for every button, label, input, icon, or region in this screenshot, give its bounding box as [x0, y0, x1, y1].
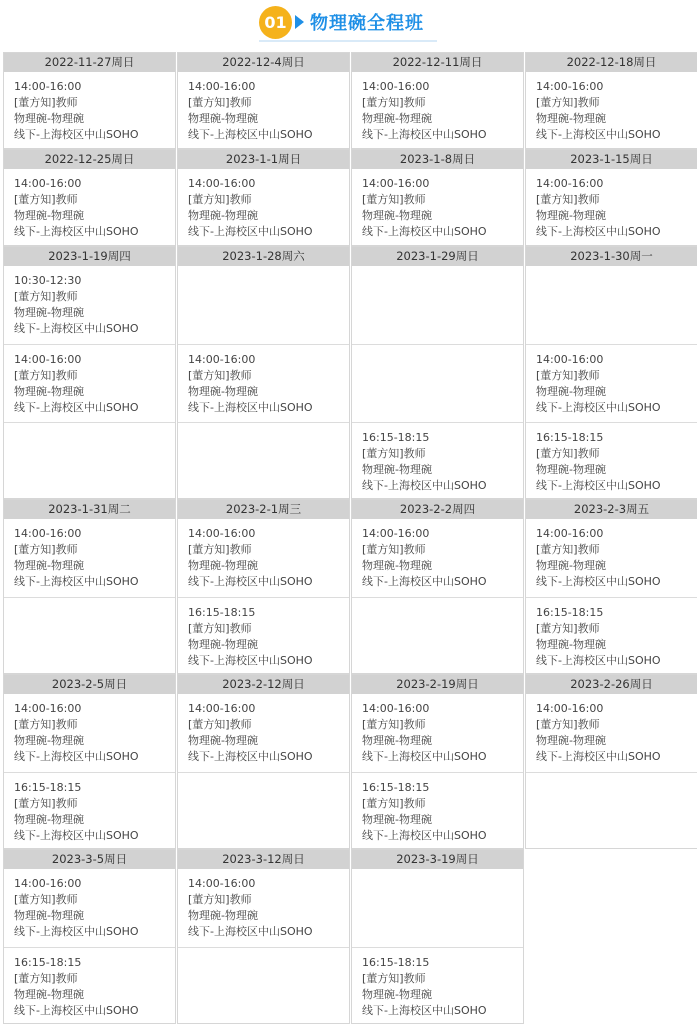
- day-header: 2023-1-15周日: [526, 150, 697, 169]
- day-header: 2023-2-19周日: [352, 675, 523, 694]
- session-teacher: [董方知]教师: [188, 543, 252, 556]
- session-teacher: [董方知]教师: [362, 447, 426, 460]
- session-cell: [4, 519, 175, 597]
- day-column: [177, 149, 350, 246]
- session-cell: [178, 519, 349, 597]
- session-time: 14:00-16:00: [14, 177, 82, 190]
- session-teacher: [董方知]教师: [14, 543, 78, 556]
- empty-cell: [352, 266, 523, 344]
- session-cell: [4, 266, 175, 344]
- empty-cell: [178, 266, 349, 344]
- session-course: 物理碗-物理碗: [14, 112, 84, 125]
- session-teacher: [董方知]教师: [188, 193, 252, 206]
- session-teacher: [董方知]教师: [536, 543, 600, 556]
- day-header: 2023-1-30周一: [526, 247, 697, 266]
- day-column: [525, 52, 697, 149]
- session-teacher: [董方知]教师: [362, 797, 426, 810]
- day-column: [351, 849, 524, 1024]
- session-time: 16:15-18:15: [14, 956, 82, 969]
- session-time: 16:15-18:15: [14, 781, 82, 794]
- session-cell: [352, 422, 523, 500]
- session-cell: [4, 947, 175, 1025]
- schedule-header: [0, 0, 697, 44]
- session-course: 物理碗-物理碗: [188, 112, 258, 125]
- day-header: 2023-3-5周日: [4, 850, 175, 869]
- session-time: 14:00-16:00: [536, 527, 604, 540]
- empty-cell: [4, 422, 175, 500]
- session-cell: [352, 72, 523, 150]
- session-course: 物理碗-物理碗: [362, 112, 432, 125]
- session-teacher: [董方知]教师: [188, 369, 252, 382]
- session-time: 14:00-16:00: [362, 80, 430, 93]
- session-location: 线下-上海校区中山SOHO: [536, 654, 661, 667]
- session-course: 物理碗-物理碗: [188, 638, 258, 651]
- session-teacher: [董方知]教师: [14, 96, 78, 109]
- session-location: 线下-上海校区中山SOHO: [14, 575, 139, 588]
- empty-cell: [352, 597, 523, 675]
- session-location: 线下-上海校区中山SOHO: [362, 750, 487, 763]
- session-course: 物理碗-物理碗: [536, 112, 606, 125]
- day-column: [3, 52, 176, 149]
- session-location: 线下-上海校区中山SOHO: [188, 128, 313, 141]
- session-cell: [526, 694, 697, 772]
- session-location: 线下-上海校区中山SOHO: [188, 575, 313, 588]
- session-time: 14:00-16:00: [14, 527, 82, 540]
- session-time: 14:00-16:00: [536, 177, 604, 190]
- week-block: [0, 149, 697, 246]
- day-column: [351, 499, 524, 674]
- empty-cell: [526, 266, 697, 344]
- session-time: 14:00-16:00: [14, 877, 82, 890]
- day-column: [351, 149, 524, 246]
- day-column: [525, 499, 697, 674]
- empty-cell: [352, 869, 523, 947]
- session-time: 14:00-16:00: [536, 80, 604, 93]
- day-header: 2023-2-12周日: [178, 675, 349, 694]
- session-cell: [178, 597, 349, 675]
- session-cell: [352, 694, 523, 772]
- session-teacher: [董方知]教师: [188, 622, 252, 635]
- session-location: 线下-上海校区中山SOHO: [188, 401, 313, 414]
- day-header: 2023-2-1周三: [178, 500, 349, 519]
- session-course: 物理碗-物理碗: [14, 988, 84, 1001]
- session-location: 线下-上海校区中山SOHO: [536, 128, 661, 141]
- session-teacher: [董方知]教师: [188, 96, 252, 109]
- session-location: 线下-上海校区中山SOHO: [188, 925, 313, 938]
- day-column: [177, 674, 350, 849]
- session-teacher: [董方知]教师: [14, 369, 78, 382]
- session-teacher: [董方知]教师: [14, 290, 78, 303]
- session-cell: [352, 772, 523, 850]
- section-number-badge: 01: [259, 6, 292, 39]
- session-location: 线下-上海校区中山SOHO: [536, 479, 661, 492]
- day-column: [351, 246, 524, 499]
- session-cell: [178, 169, 349, 247]
- day-header: 2023-1-8周日: [352, 150, 523, 169]
- day-header: 2023-1-1周日: [178, 150, 349, 169]
- session-course: 物理碗-物理碗: [536, 559, 606, 572]
- session-course: 物理碗-物理碗: [188, 559, 258, 572]
- session-location: 线下-上海校区中山SOHO: [536, 750, 661, 763]
- session-location: 线下-上海校区中山SOHO: [362, 829, 487, 842]
- session-course: 物理碗-物理碗: [362, 463, 432, 476]
- session-location: 线下-上海校区中山SOHO: [536, 225, 661, 238]
- session-teacher: [董方知]教师: [536, 718, 600, 731]
- session-time: 14:00-16:00: [14, 702, 82, 715]
- session-cell: [526, 344, 697, 422]
- empty-cell: [178, 422, 349, 500]
- session-course: 物理碗-物理碗: [14, 209, 84, 222]
- session-cell: [352, 169, 523, 247]
- empty-cell: [352, 344, 523, 422]
- session-cell: [526, 72, 697, 150]
- session-cell: [178, 344, 349, 422]
- session-teacher: [董方知]教师: [188, 893, 252, 906]
- session-teacher: [董方知]教师: [362, 96, 426, 109]
- session-teacher: [董方知]教师: [14, 718, 78, 731]
- session-teacher: [董方知]教师: [14, 193, 78, 206]
- session-cell: [4, 772, 175, 850]
- session-time: 10:30-12:30: [14, 274, 82, 287]
- session-cell: [4, 694, 175, 772]
- week-block: [0, 246, 697, 499]
- session-teacher: [董方知]教师: [362, 193, 426, 206]
- session-cell: [526, 169, 697, 247]
- session-location: 线下-上海校区中山SOHO: [362, 1004, 487, 1017]
- session-teacher: [董方知]教师: [536, 622, 600, 635]
- session-location: 线下-上海校区中山SOHO: [188, 654, 313, 667]
- session-time: 14:00-16:00: [188, 877, 256, 890]
- week-block: [0, 52, 697, 149]
- empty-cell: [4, 597, 175, 675]
- day-column: [525, 246, 697, 499]
- title-underline: [259, 40, 437, 42]
- day-header: 2023-1-28周六: [178, 247, 349, 266]
- week-block: [0, 849, 697, 1024]
- session-location: 线下-上海校区中山SOHO: [14, 225, 139, 238]
- session-course: 物理碗-物理碗: [14, 385, 84, 398]
- day-column: [525, 674, 697, 849]
- session-time: 16:15-18:15: [362, 781, 430, 794]
- session-time: 14:00-16:00: [362, 702, 430, 715]
- day-header: 2023-2-2周四: [352, 500, 523, 519]
- session-course: 物理碗-物理碗: [536, 385, 606, 398]
- session-time: 14:00-16:00: [188, 177, 256, 190]
- session-time: 14:00-16:00: [188, 702, 256, 715]
- session-location: 线下-上海校区中山SOHO: [362, 128, 487, 141]
- session-cell: [352, 519, 523, 597]
- session-teacher: [董方知]教师: [362, 972, 426, 985]
- day-header: 2023-3-19周日: [352, 850, 523, 869]
- session-course: 物理碗-物理碗: [188, 909, 258, 922]
- day-header: 2023-2-26周日: [526, 675, 697, 694]
- session-teacher: [董方知]教师: [362, 718, 426, 731]
- session-location: 线下-上海校区中山SOHO: [14, 128, 139, 141]
- session-location: 线下-上海校区中山SOHO: [14, 925, 139, 938]
- session-location: 线下-上海校区中山SOHO: [14, 750, 139, 763]
- session-course: 物理碗-物理碗: [362, 734, 432, 747]
- day-column: [3, 849, 176, 1024]
- day-header: 2023-1-19周四: [4, 247, 175, 266]
- day-column: [3, 499, 176, 674]
- session-course: 物理碗-物理碗: [536, 638, 606, 651]
- session-location: 线下-上海校区中山SOHO: [14, 401, 139, 414]
- session-teacher: [董方知]教师: [536, 96, 600, 109]
- session-time: 14:00-16:00: [14, 80, 82, 93]
- session-teacher: [董方知]教师: [536, 369, 600, 382]
- session-location: 线下-上海校区中山SOHO: [14, 829, 139, 842]
- day-header: 2022-12-25周日: [4, 150, 175, 169]
- week-block: [0, 674, 697, 849]
- day-column: [177, 499, 350, 674]
- session-time: 14:00-16:00: [536, 353, 604, 366]
- day-header: 2023-3-12周日: [178, 850, 349, 869]
- session-teacher: [董方知]教师: [536, 447, 600, 460]
- session-course: 物理碗-物理碗: [362, 813, 432, 826]
- day-header: 2023-2-5周日: [4, 675, 175, 694]
- session-location: 线下-上海校区中山SOHO: [362, 225, 487, 238]
- session-time: 16:15-18:15: [188, 606, 256, 619]
- session-cell: [526, 519, 697, 597]
- session-cell: [4, 344, 175, 422]
- session-cell: [4, 72, 175, 150]
- session-cell: [526, 422, 697, 500]
- page-title: 物理碗全程班: [310, 13, 424, 34]
- session-course: 物理碗-物理碗: [188, 734, 258, 747]
- day-header: 2023-2-3周五: [526, 500, 697, 519]
- day-header: 2023-1-29周日: [352, 247, 523, 266]
- session-teacher: [董方知]教师: [188, 718, 252, 731]
- empty-cell: [526, 772, 697, 850]
- day-header: 2022-11-27周日: [4, 53, 175, 72]
- day-header: 2023-1-31周二: [4, 500, 175, 519]
- session-teacher: [董方知]教师: [14, 972, 78, 985]
- session-cell: [4, 169, 175, 247]
- session-location: 线下-上海校区中山SOHO: [362, 575, 487, 588]
- session-course: 物理碗-物理碗: [536, 734, 606, 747]
- day-header: 2022-12-4周日: [178, 53, 349, 72]
- session-location: 线下-上海校区中山SOHO: [362, 479, 487, 492]
- day-column: [525, 149, 697, 246]
- session-cell: [178, 694, 349, 772]
- session-course: 物理碗-物理碗: [188, 385, 258, 398]
- session-time: 16:15-18:15: [362, 431, 430, 444]
- session-location: 线下-上海校区中山SOHO: [14, 322, 139, 335]
- day-column: [177, 849, 350, 1024]
- session-time: 16:15-18:15: [362, 956, 430, 969]
- day-column: [177, 52, 350, 149]
- session-time: 14:00-16:00: [362, 177, 430, 190]
- session-location: 线下-上海校区中山SOHO: [188, 750, 313, 763]
- header-title-group: [259, 8, 424, 36]
- session-time: 16:15-18:15: [536, 606, 604, 619]
- session-course: 物理碗-物理碗: [14, 909, 84, 922]
- session-time: 16:15-18:15: [536, 431, 604, 444]
- day-column: [3, 246, 176, 499]
- session-cell: [4, 869, 175, 947]
- session-course: 物理碗-物理碗: [362, 209, 432, 222]
- day-column: [3, 674, 176, 849]
- day-column: [351, 52, 524, 149]
- day-column: [177, 246, 350, 499]
- session-time: 14:00-16:00: [188, 527, 256, 540]
- empty-cell: [178, 947, 349, 1025]
- session-course: 物理碗-物理碗: [14, 559, 84, 572]
- session-time: 14:00-16:00: [362, 527, 430, 540]
- week-block: [0, 499, 697, 674]
- session-location: 线下-上海校区中山SOHO: [536, 401, 661, 414]
- session-time: 14:00-16:00: [188, 353, 256, 366]
- day-column: [3, 149, 176, 246]
- session-teacher: [董方知]教师: [14, 893, 78, 906]
- session-time: 14:00-16:00: [536, 702, 604, 715]
- session-teacher: [董方知]教师: [14, 797, 78, 810]
- session-teacher: [董方知]教师: [536, 193, 600, 206]
- day-column: [351, 674, 524, 849]
- session-cell: [352, 947, 523, 1025]
- session-time: 14:00-16:00: [14, 353, 82, 366]
- session-course: 物理碗-物理碗: [536, 209, 606, 222]
- session-teacher: [董方知]教师: [362, 543, 426, 556]
- session-cell: [526, 597, 697, 675]
- session-course: 物理碗-物理碗: [14, 306, 84, 319]
- empty-cell: [178, 772, 349, 850]
- play-arrow-icon: [295, 15, 304, 29]
- session-course: 物理碗-物理碗: [14, 734, 84, 747]
- session-course: 物理碗-物理碗: [536, 463, 606, 476]
- session-course: 物理碗-物理碗: [14, 813, 84, 826]
- session-cell: [178, 72, 349, 150]
- session-location: 线下-上海校区中山SOHO: [536, 575, 661, 588]
- day-header: 2022-12-18周日: [526, 53, 697, 72]
- session-time: 14:00-16:00: [188, 80, 256, 93]
- session-course: 物理碗-物理碗: [362, 559, 432, 572]
- session-location: 线下-上海校区中山SOHO: [14, 1004, 139, 1017]
- session-course: 物理碗-物理碗: [188, 209, 258, 222]
- session-course: 物理碗-物理碗: [362, 988, 432, 1001]
- day-header: 2022-12-11周日: [352, 53, 523, 72]
- session-cell: [178, 869, 349, 947]
- session-location: 线下-上海校区中山SOHO: [188, 225, 313, 238]
